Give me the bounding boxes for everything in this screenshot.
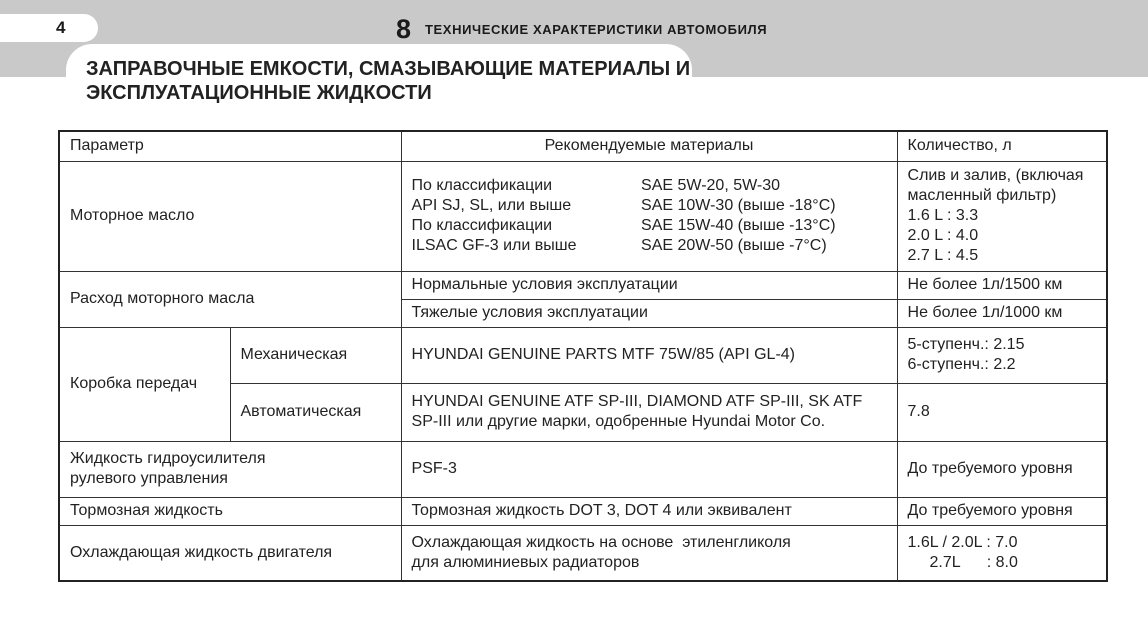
section-title-line-1: ЗАПРАВОЧНЫЕ ЕМКОСТИ, СМАЗЫВАЮЩИЕ МАТЕРИАЛЫ И [86, 58, 691, 80]
text-line: По классификации [411, 217, 553, 234]
power-steering-qty: До требуемого уровня [897, 441, 1107, 497]
oil-consumption-heavy: Тяжелые условия эксплуатации [401, 299, 897, 327]
table-row-oil-consumption-normal [59, 271, 1107, 299]
text-line: масленный фильтр) [907, 187, 1057, 204]
oil-consumption-label: Расход моторного масла [59, 271, 401, 327]
table-row-power-steering [59, 441, 1107, 497]
transmission-label: Коробка передач [59, 327, 230, 441]
oil-consumption-normal-qty: Не более 1л/1500 км [897, 271, 1107, 299]
oil-consumption-normal: Нормальные условия эксплуатации [401, 271, 897, 299]
oil-consumption-heavy-qty: Не более 1л/1000 км [897, 299, 1107, 327]
brake-fluid-label: Тормозная жидкость [59, 497, 401, 525]
text-line: API SJ, SL, или выше [411, 197, 572, 214]
text-line: SAE 5W-20, 5W-30 [641, 177, 781, 194]
text-line: 2.7 L : 4.5 [907, 247, 979, 264]
text-line: ILSAC GF-3 или выше [411, 237, 577, 254]
engine-oil-label: Моторное масло [59, 161, 401, 271]
transmission-manual-material: HYUNDAI GENUINE PARTS MTF 75W/85 (API GL-4) [401, 327, 897, 383]
table-row-transmission-manual [59, 327, 1107, 383]
table-row-coolant [59, 525, 1107, 581]
transmission-auto-label: Автоматическая [230, 383, 401, 441]
page-number-tab [0, 14, 98, 42]
text-line: 2.0 L : 4.0 [907, 227, 979, 244]
text-line: 1.6 L : 3.3 [907, 207, 979, 224]
table-row-brake-fluid [59, 497, 1107, 525]
fluids-spec-table [58, 130, 1108, 582]
brake-fluid-qty: До требуемого уровня [897, 497, 1107, 525]
chapter-title: ТЕХНИЧЕСКИЕ ХАРАКТЕРИСТИКИ АВТОМОБИЛЯ [425, 22, 768, 37]
text-line: Охлаждающая жидкость на основе этиленгликоля [411, 533, 791, 551]
coolant-qty [897, 525, 1107, 581]
text-line: HYUNDAI GENUINE ATF SP-III, DIAMOND ATF SP-III, SK ATF [411, 393, 863, 410]
transmission-manual-qty [897, 327, 1107, 383]
text-line: Жидкость гидроусилителя [70, 450, 266, 467]
text-line: рулевого управления [70, 470, 228, 487]
text-line: SAE 15W-40 (выше -13°C) [641, 217, 836, 234]
text-line: SAE 10W-30 (выше -18°C) [641, 197, 836, 214]
header-materials: Рекомендуемые материалы [401, 131, 897, 161]
section-title [86, 57, 706, 105]
text-line: SAE 20W-50 (выше -7°C) [641, 237, 827, 254]
transmission-auto-qty: 7.8 [897, 383, 1107, 441]
text-line: 2.7L : 8.0 [929, 553, 1018, 571]
text-line: Слив и залив, (включая [907, 167, 1084, 184]
text-line: По классификации [411, 177, 553, 194]
table-row-engine-oil [59, 161, 1107, 271]
transmission-auto-material [401, 383, 897, 441]
engine-oil-quantity [897, 161, 1107, 271]
table-header-row [59, 131, 1107, 161]
text-line: 5-ступенч.: 2.15 [907, 336, 1025, 353]
text-line: 6-ступенч.: 2.2 [907, 356, 1016, 373]
engine-oil-classification [401, 161, 631, 271]
page-number: 4 [56, 18, 66, 37]
text-line: SP-III или другие марки, одобренные Hyundai Motor Co. [411, 413, 826, 430]
header-quantity: Количество, л [897, 131, 1107, 161]
chapter-number: 8 [396, 14, 412, 44]
header-parameter: Параметр [59, 131, 401, 161]
brake-fluid-material: Тормозная жидкость DOT 3, DOT 4 или эквивалент [401, 497, 897, 525]
section-title-line-2: ЭКСПЛУАТАЦИОННЫЕ ЖИДКОСТИ [86, 82, 432, 104]
coolant-material [401, 525, 897, 581]
coolant-label: Охлаждающая жидкость двигателя [59, 525, 401, 581]
text-line: для алюминиевых радиаторов [411, 553, 640, 571]
engine-oil-sae-grades [631, 161, 897, 271]
transmission-manual-label: Механическая [230, 327, 401, 383]
power-steering-label [59, 441, 401, 497]
power-steering-material: PSF-3 [401, 441, 897, 497]
text-line: 1.6L / 2.0L : 7.0 [907, 533, 1018, 551]
